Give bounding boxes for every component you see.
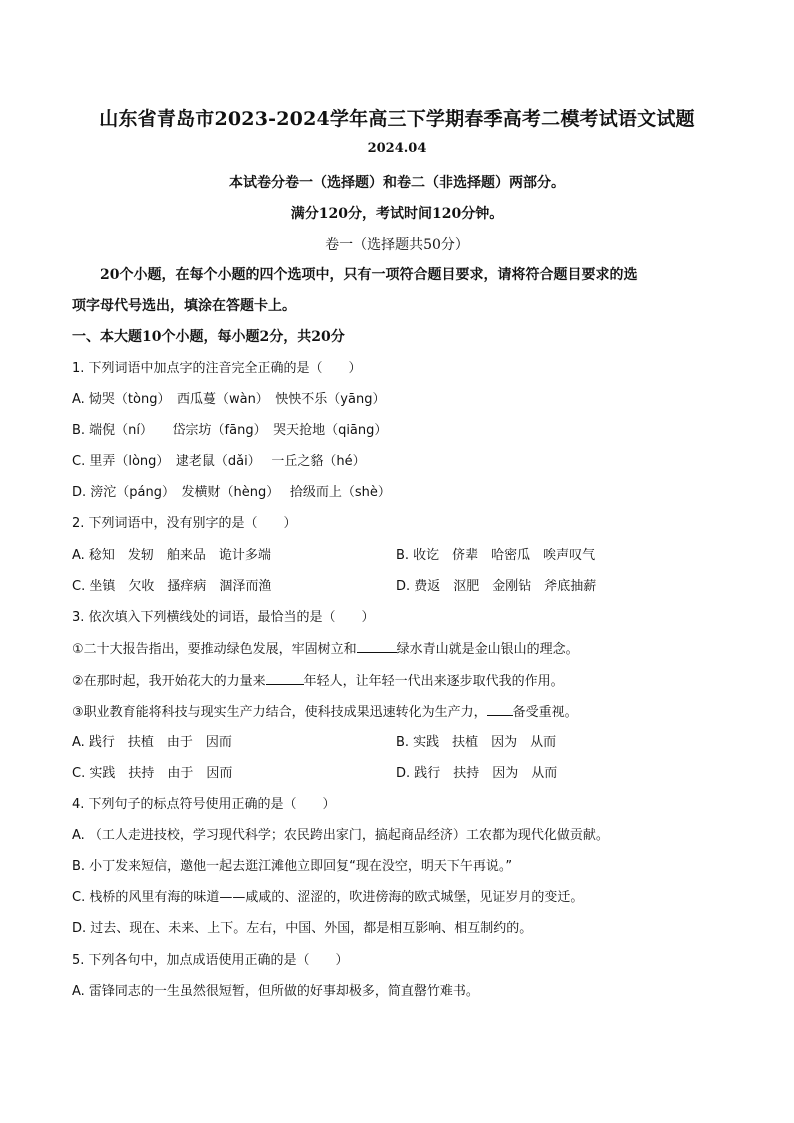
q3-sentence-2 [72,672,564,691]
q3-stem: 3. 依次填入下列横线处的词语，最恰当的是（ ） [72,610,375,625]
volume-heading: 卷一（选择题共50分） [325,237,469,253]
q3-sentence-3 [72,703,578,722]
q3-sentence-1 [72,640,579,659]
exam-title: 山东省青岛市2023-2024学年高三下学期春季高考二模考试语文试题 [99,108,695,130]
q3-option-d: D. 践行 扶持 因为 从而 [396,766,558,781]
exam-date: 2024.04 [367,141,427,156]
q2-stem: 2. 下列词语中，没有别字的是（ ） [72,516,297,531]
q4-option-a: A. （工人走进技校，学习现代科学；农民跨出家门，搞起商品经济）工农都为现代化做贡献。 [72,828,609,843]
q2-option-a: A. 稔知 发轫 舶来品 诡计多端 [72,548,271,563]
q2-option-d: D. 费返 沤肥 金刚钻 斧底抽薪 [396,579,597,594]
q4-option-d: D. 过去、现在、未来、上下。左右，中国、外国，都是相互影响、相互制约的。 [72,921,533,936]
q3-sentence-2-after: 年轻人，让年轻一代出来逐步取代我的作用。 [303,674,564,689]
q3-sentence-2-before: ②在那时起，我开始花大的力量来 [72,674,266,689]
q4-stem: 4. 下列句子的标点符号使用正确的是（ ） [72,797,336,812]
q1-option-a: A. 恸哭（tòng） 西瓜蔓（wàn） 怏怏不乐（yāng） [72,392,386,407]
q2-option-c: C. 坐镇 欠收 搔痒病 涸泽而渔 [72,579,272,594]
q1-option-b: B. 端倪（ní） 岱宗坊（fāng） 哭天抢地（qiāng） [72,423,388,438]
q3-option-a: A. 践行 扶植 由于 因而 [72,735,232,750]
q4-option-b: B. 小丁发来短信，邀他一起去逛江滩他立即回复“现在没空，明天下午再说。” [72,859,513,874]
q5-stem: 5. 下列各句中，加点成语使用正确的是（ ） [72,953,349,968]
q5-option-a: A. 雷锋同志的一生虽然很短暂，但所做的好事却极多，简直罄竹难书。 [72,984,479,999]
q1-option-c: C. 里弄（lòng） 逮老鼠（dǎi） 一丘之貉（hé） [72,454,366,469]
q3-sentence-1-after: 绿水青山就是金山银山的理念。 [396,642,579,657]
instructions-line-1: 20个小题，在每个小题的四个选项中，只有一项符合题目要求，请将符合题目要求的选 [100,267,638,283]
q1-stem: 1. 下列词语中加点字的注音完全正确的是（ ） [72,361,362,376]
q3-sentence-3-before: ③职业教育能将科技与现实生产力结合，使科技成果迅速转化为生产力， [72,705,487,720]
q3-blank-3 [487,703,513,716]
section-heading: 一、本大题10个小题，每小题2分，共20分 [72,329,345,345]
q4-option-c: C. 栈桥的风里有海的味道——咸咸的、涩涩的，吹进傍海的欧式城堡，见证岁月的变迁。 [72,890,584,905]
q2-option-b: B. 收讫 侪辈 哈密瓜 唉声叹气 [396,548,596,563]
q1-option-d: D. 滂沱（páng） 发横财（hèng） 拾级而上（shè） [72,485,391,500]
exam-intro-score: 满分120分，考试时间120分钟。 [290,206,504,222]
instructions-line-2: 项字母代号选出，填涂在答题卡上。 [72,298,296,314]
q3-sentence-1-before: ①二十大报告指出，要推动绿色发展，牢固树立和 [72,642,357,657]
q3-sentence-3-after: 备受重视。 [512,705,578,720]
q3-blank-1 [357,640,397,653]
q3-option-b: B. 实践 扶植 因为 从而 [396,735,557,750]
q3-blank-2 [266,672,304,685]
exam-intro-parts: 本试卷分卷一（选择题）和卷二（非选择题）两部分。 [229,175,565,191]
q3-option-c: C. 实践 扶持 由于 因而 [72,766,233,781]
